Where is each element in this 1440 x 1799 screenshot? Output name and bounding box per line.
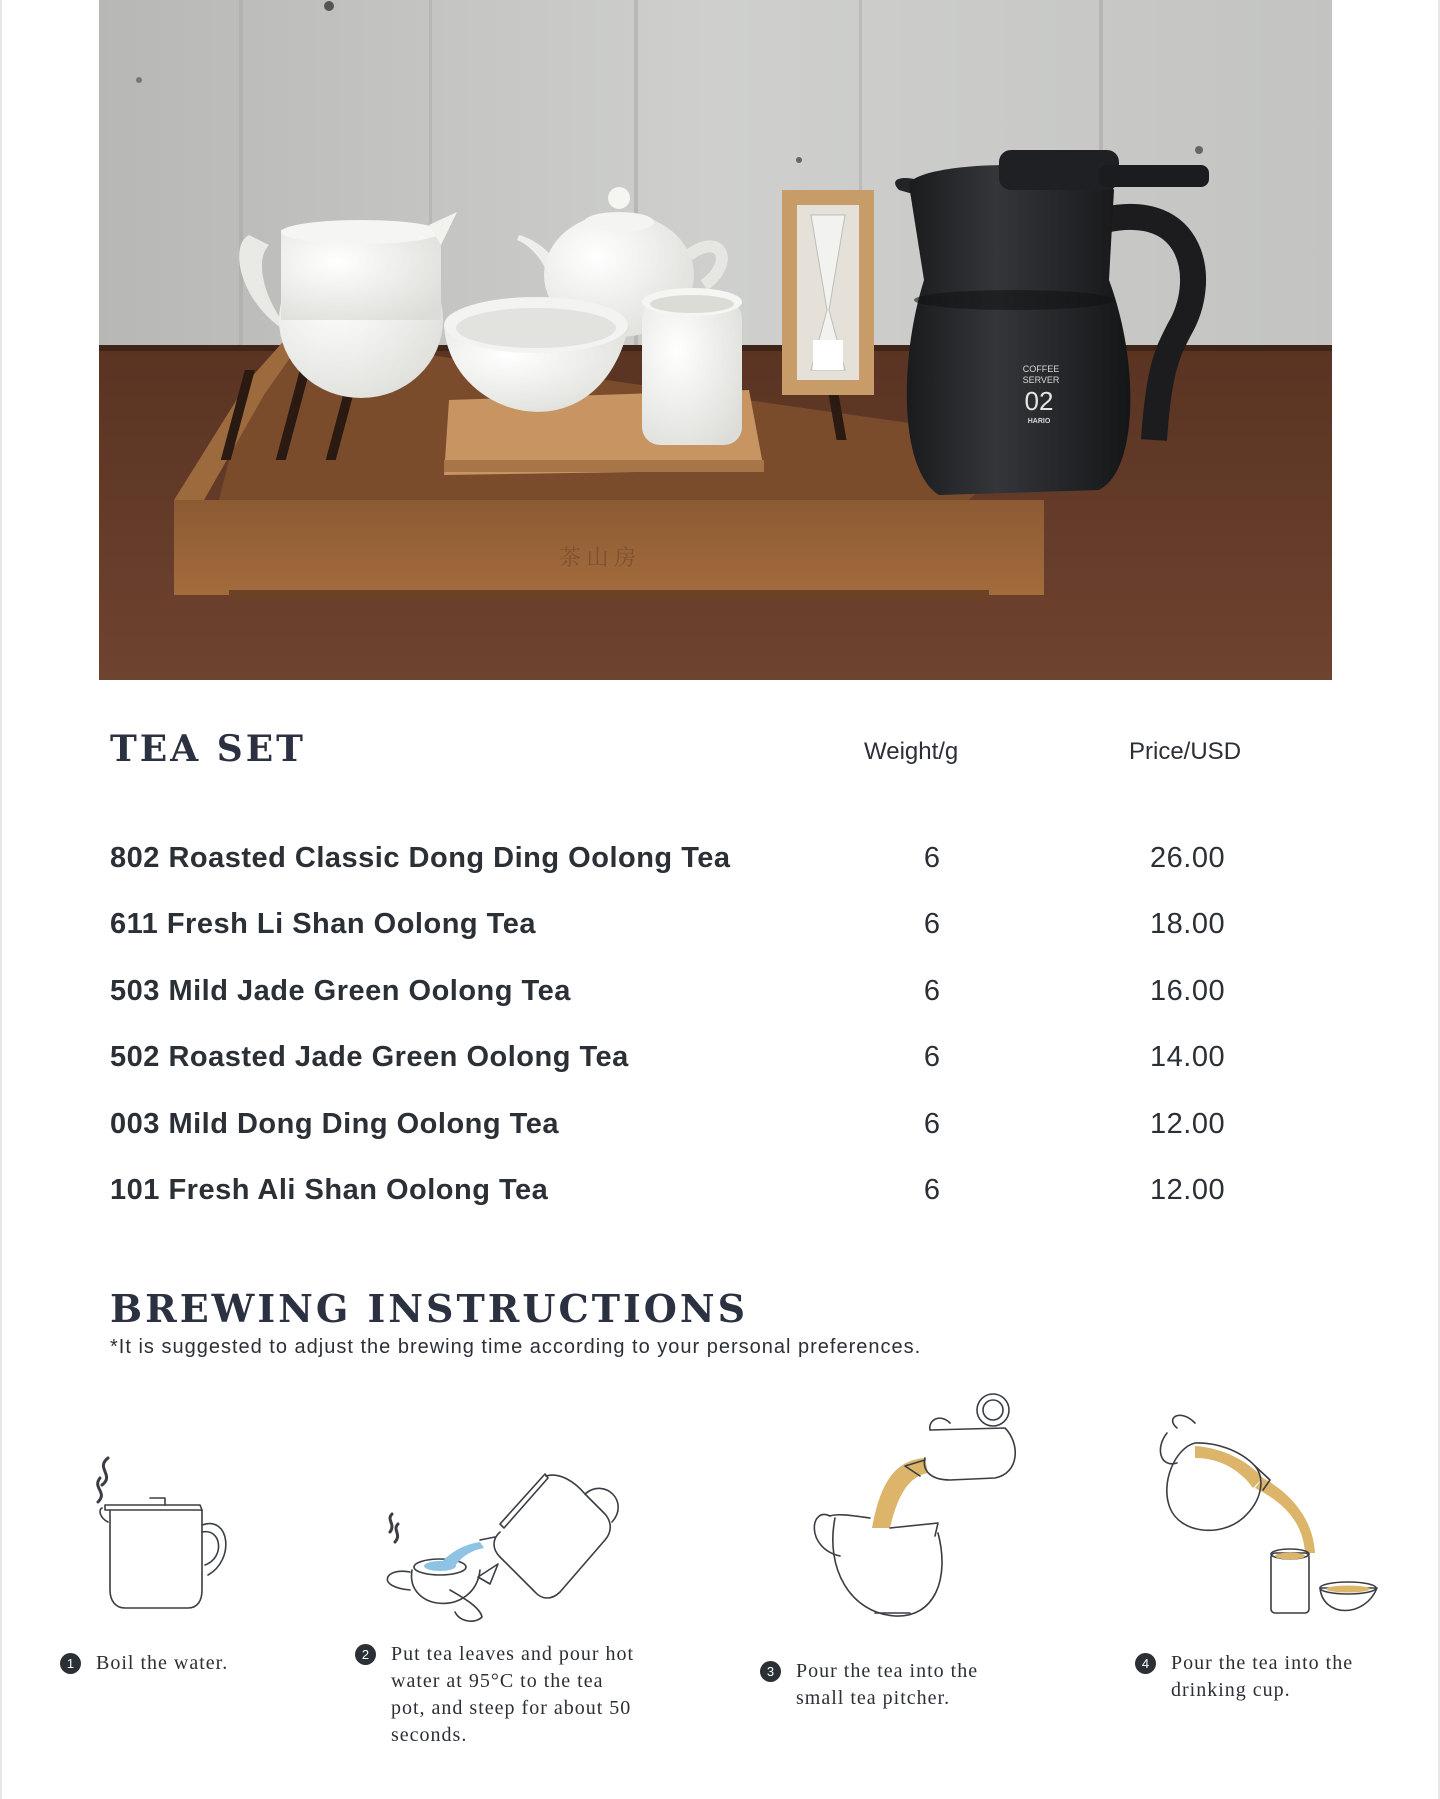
tea-name: 802 Roasted Classic Dong Ding Oolong Tea xyxy=(110,842,731,874)
tea-row xyxy=(110,842,1260,882)
tea-name: 503 Mild Jade Green Oolong Tea xyxy=(110,975,571,1007)
server-label-number: 02 xyxy=(1024,386,1054,416)
tea-weight: 6 xyxy=(923,1174,941,1206)
pour-into-cup-icon xyxy=(1155,1408,1385,1628)
tea-name: 003 Mild Dong Ding Oolong Tea xyxy=(110,1108,559,1140)
tea-weight: 6 xyxy=(923,908,941,940)
step-1 xyxy=(60,1650,280,1677)
step-text: Boil the water. xyxy=(96,1652,229,1674)
tea-name: 101 Fresh Ali Shan Oolong Tea xyxy=(110,1174,549,1206)
pour-into-pitcher-icon xyxy=(810,1388,1030,1623)
tea-weight: 6 xyxy=(923,842,941,874)
tea-weight: 6 xyxy=(923,1041,941,1073)
tea-weight: 6 xyxy=(923,1108,941,1140)
step-text: Pour the tea into the drinking cup. xyxy=(1171,1652,1354,1701)
step-number-badge: 3 xyxy=(760,1661,781,1682)
step-number-badge: 1 xyxy=(60,1653,81,1674)
tea-name: 502 Roasted Jade Green Oolong Tea xyxy=(110,1041,629,1073)
tea-price: 26.00 xyxy=(1150,842,1226,874)
price-column-header: Price/USD xyxy=(1129,738,1242,765)
tea-row xyxy=(110,1041,1260,1081)
tea-name: 611 Fresh Li Shan Oolong Tea xyxy=(110,908,537,940)
server-label-line2: SERVER xyxy=(1022,375,1060,385)
page-edge-left xyxy=(0,0,2,1799)
tea-price: 12.00 xyxy=(1150,1174,1226,1206)
step-2 xyxy=(355,1641,635,1749)
step-text: Put tea leaves and pour hot water at 95°C to the tea pot, and steep for about 50 seconds. xyxy=(391,1643,635,1746)
tea-row xyxy=(110,1108,1260,1148)
tea-row xyxy=(110,908,1260,948)
pour-into-teapot-icon xyxy=(380,1452,620,1627)
tea-price: 16.00 xyxy=(1150,975,1226,1007)
step-number-badge: 2 xyxy=(355,1644,376,1665)
tea-row xyxy=(110,1174,1260,1214)
step-number-badge: 4 xyxy=(1135,1653,1156,1674)
step-text: Pour the tea into the small tea pitcher. xyxy=(796,1660,979,1709)
step-4 xyxy=(1135,1650,1400,1704)
svg-text:茶 山 房: 茶 山 房 xyxy=(559,545,637,570)
tea-weight: 6 xyxy=(923,975,941,1007)
server-label-brand: HARIO xyxy=(1027,418,1051,425)
kettle-icon xyxy=(90,1450,240,1615)
step-3 xyxy=(760,1658,1020,1712)
tea-set-title: TEA SET xyxy=(110,728,306,770)
weight-column-header: Weight/g xyxy=(864,738,959,765)
tea-price: 12.00 xyxy=(1150,1108,1226,1140)
server-label-line1: COFFEE xyxy=(1022,364,1060,374)
brewing-note: *It is suggested to adjust the brewing time according to your personal preferences. xyxy=(110,1336,922,1358)
tea-price: 18.00 xyxy=(1150,908,1226,940)
tea-price: 14.00 xyxy=(1150,1041,1226,1073)
brewing-instructions-title: BREWING INSTRUCTIONS xyxy=(110,1286,749,1331)
tea-row xyxy=(110,975,1260,1015)
tea-set-photo xyxy=(99,0,1332,680)
